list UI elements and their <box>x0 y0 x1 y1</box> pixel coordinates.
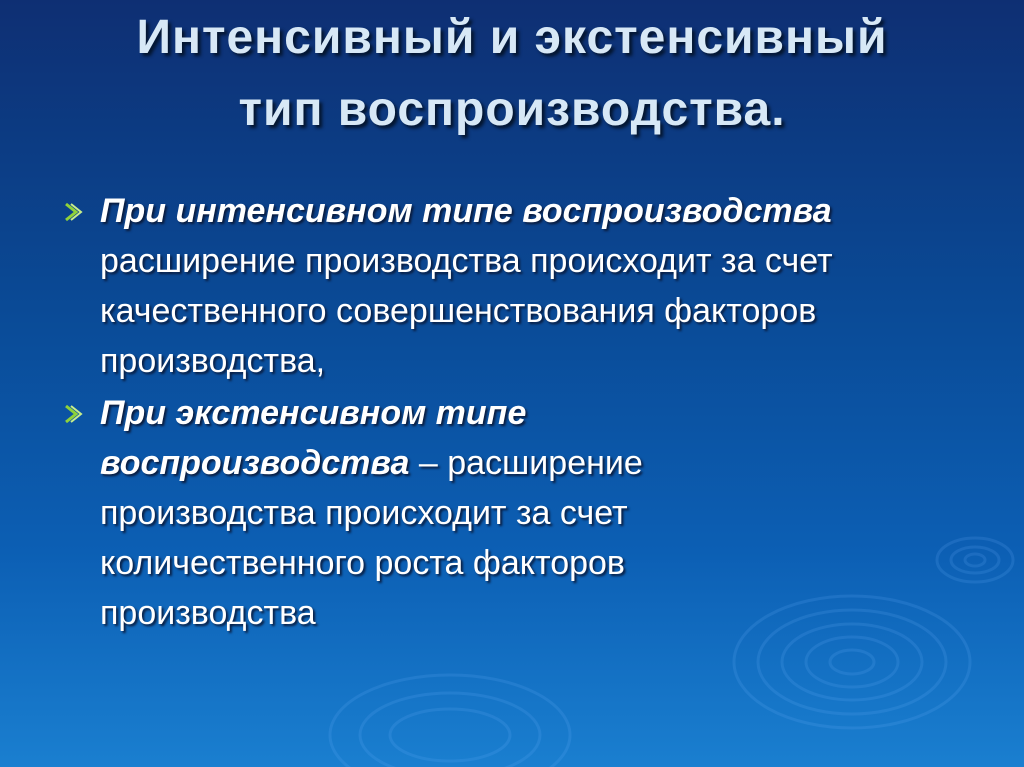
bullet-emphasis: При интенсивном типе воспроизводства <box>100 192 832 230</box>
bullet-emphasis: При экстенсивном типе <box>100 394 527 432</box>
bullet-line <box>100 488 998 538</box>
bullet-item <box>58 388 998 638</box>
bullet-emphasis: воспроизводства <box>100 444 410 482</box>
bullet-text: производства, <box>100 342 326 380</box>
bullet-line <box>100 186 998 236</box>
arrow-bullet-icon <box>60 199 86 225</box>
bullet-line <box>100 236 998 286</box>
bullet-text: – расширение <box>409 444 643 482</box>
title-line: тип воспроизводства. <box>238 83 786 136</box>
bullet-text: расширение производства происходит за счет <box>100 242 833 280</box>
bullet-line <box>100 388 998 438</box>
bullet-line <box>100 588 998 638</box>
bullet-text: производства происходит за счет <box>100 494 628 532</box>
arrow-bullet-icon <box>60 401 86 427</box>
title-line: Интенсивный и экстенсивный <box>136 11 888 64</box>
bullet-line <box>100 336 998 386</box>
bullet-text: качественного совершенствования факторов <box>100 292 817 330</box>
bullet-text: количественного роста факторов <box>100 544 625 582</box>
bullet-text: производства <box>100 594 316 632</box>
bullet-line <box>100 538 998 588</box>
slide-title <box>40 2 984 146</box>
bullet-line <box>100 286 998 336</box>
bullet-line <box>100 438 998 488</box>
bullet-item <box>58 186 998 386</box>
bullet-list <box>58 186 998 638</box>
